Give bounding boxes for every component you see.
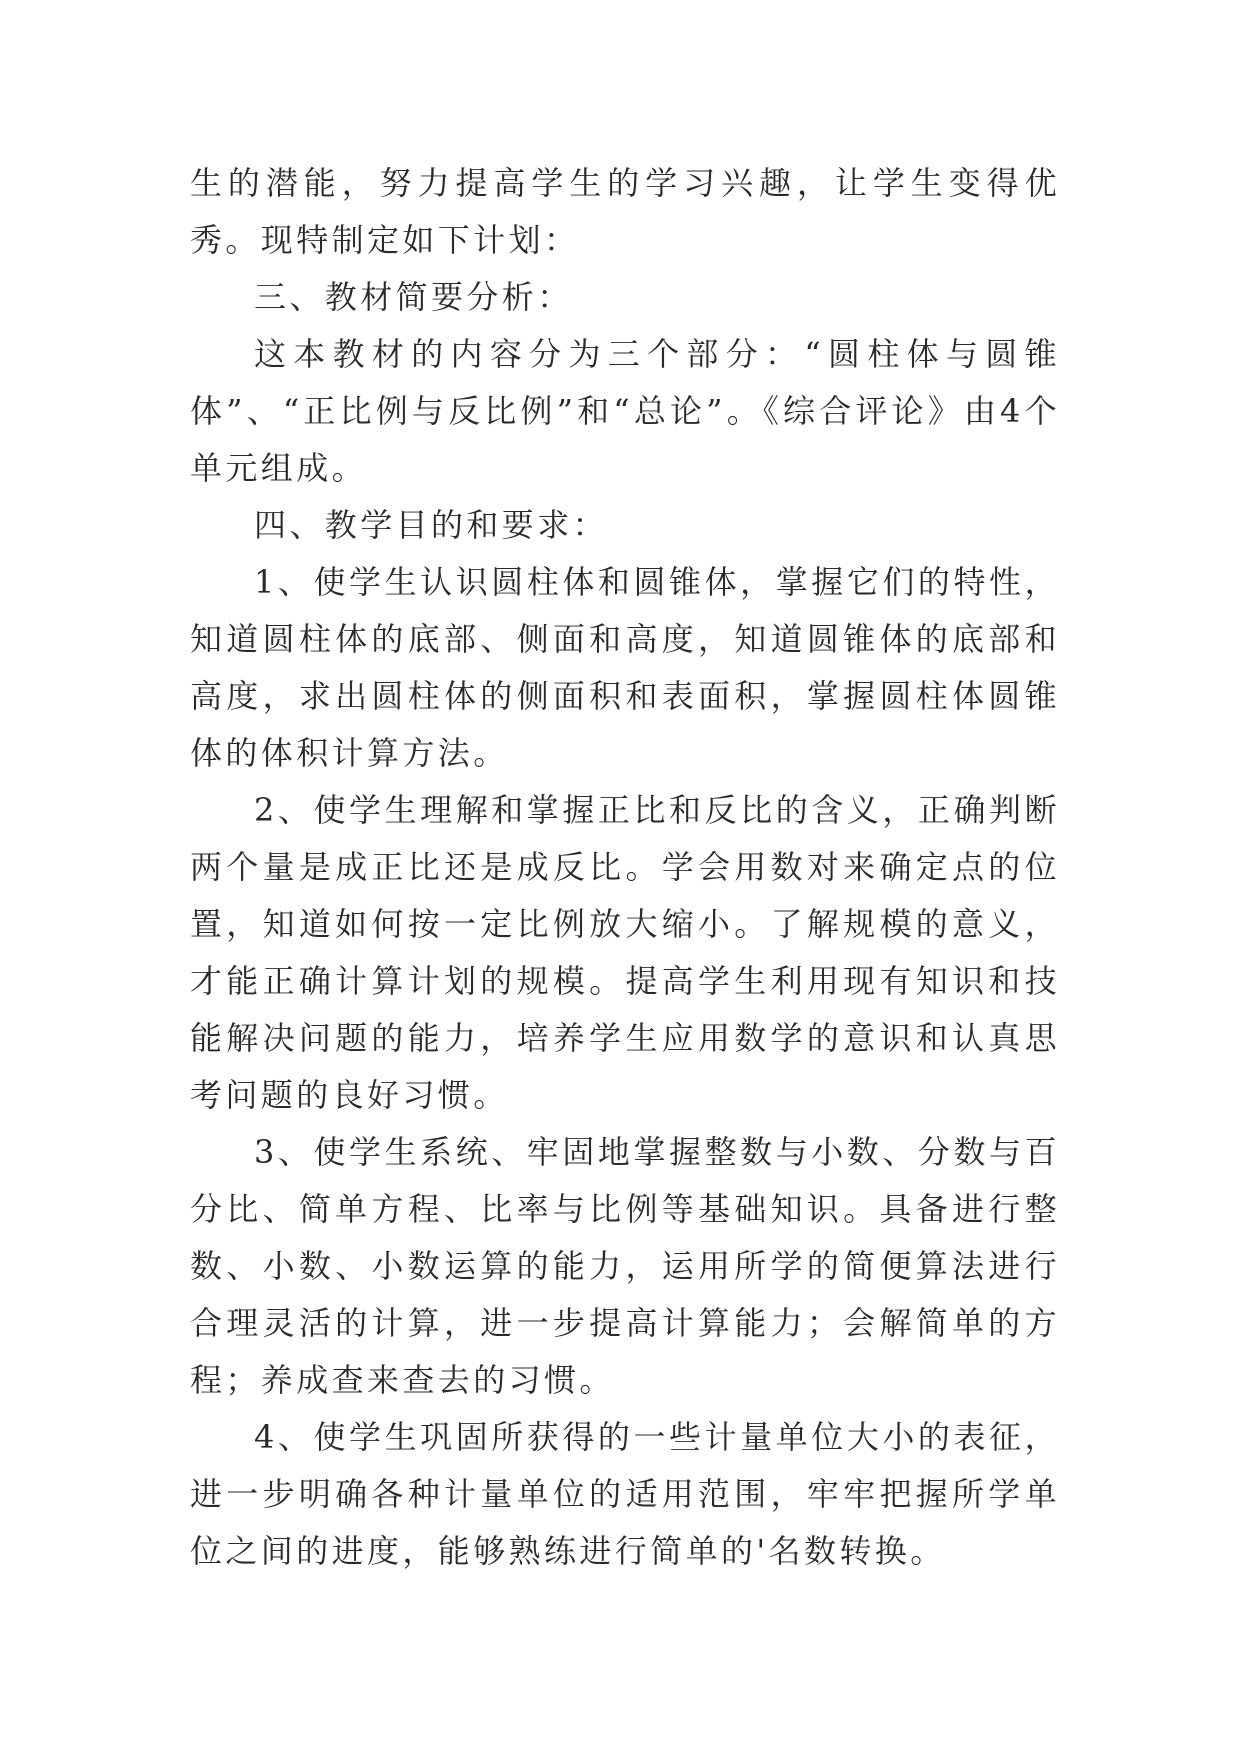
document-body (190, 155, 1060, 1580)
paragraph-intro-continuation: 生的潜能，努力提高学生的学习兴趣，让学生变得优秀。现特制定如下计划： (190, 164, 1060, 259)
paragraph-textbook-content: 这本教材的内容分为三个部分：“圆柱体与圆锥体”、“正比例与反比例”和“总论”。《综合评论》由4个单元组成。 (190, 335, 1060, 487)
heading-teaching-goals: 四、教学目的和要求： (254, 506, 609, 544)
paragraph-goal-3: 3、使学生系统、牢固地掌握整数与小数、分数与百分比、简单方程、比率与比例等基础知识。具备进行整数、小数、小数运算的能力，运用所学的简便算法进行合理灵活的计算，进一步提高计算能力；会解简单的方程；养成查来查去的习惯。 (190, 1133, 1060, 1399)
paragraph-goal-2: 2、使学生理解和掌握正比和反比的含义，正确判断两个量是成正比还是成反比。学会用数对来确定点的位置，知道如何按一定比例放大缩小。了解规模的意义，才能正确计算计划的规模。提高学生利用现有知识和技能解决问题的能力，培养学生应用数学的意识和认真思考问题的良好习惯。 (190, 791, 1060, 1114)
heading-textbook-analysis: 三、教材简要分析： (254, 278, 573, 316)
paragraph-goal-4: 4、使学生巩固所获得的一些计量单位大小的表征，进一步明确各种计量单位的适用范围，牢牢把握所学单位之间的进度，能够熟练进行简单的'名数转换。 (190, 1418, 1060, 1570)
paragraph-goal-1: 1、使学生认识圆柱体和圆锥体，掌握它们的特性，知道圆柱体的底部、侧面和高度，知道圆锥体的底部和高度，求出圆柱体的侧面积和表面积，掌握圆柱体圆锥体的体积计算方法。 (190, 563, 1060, 772)
